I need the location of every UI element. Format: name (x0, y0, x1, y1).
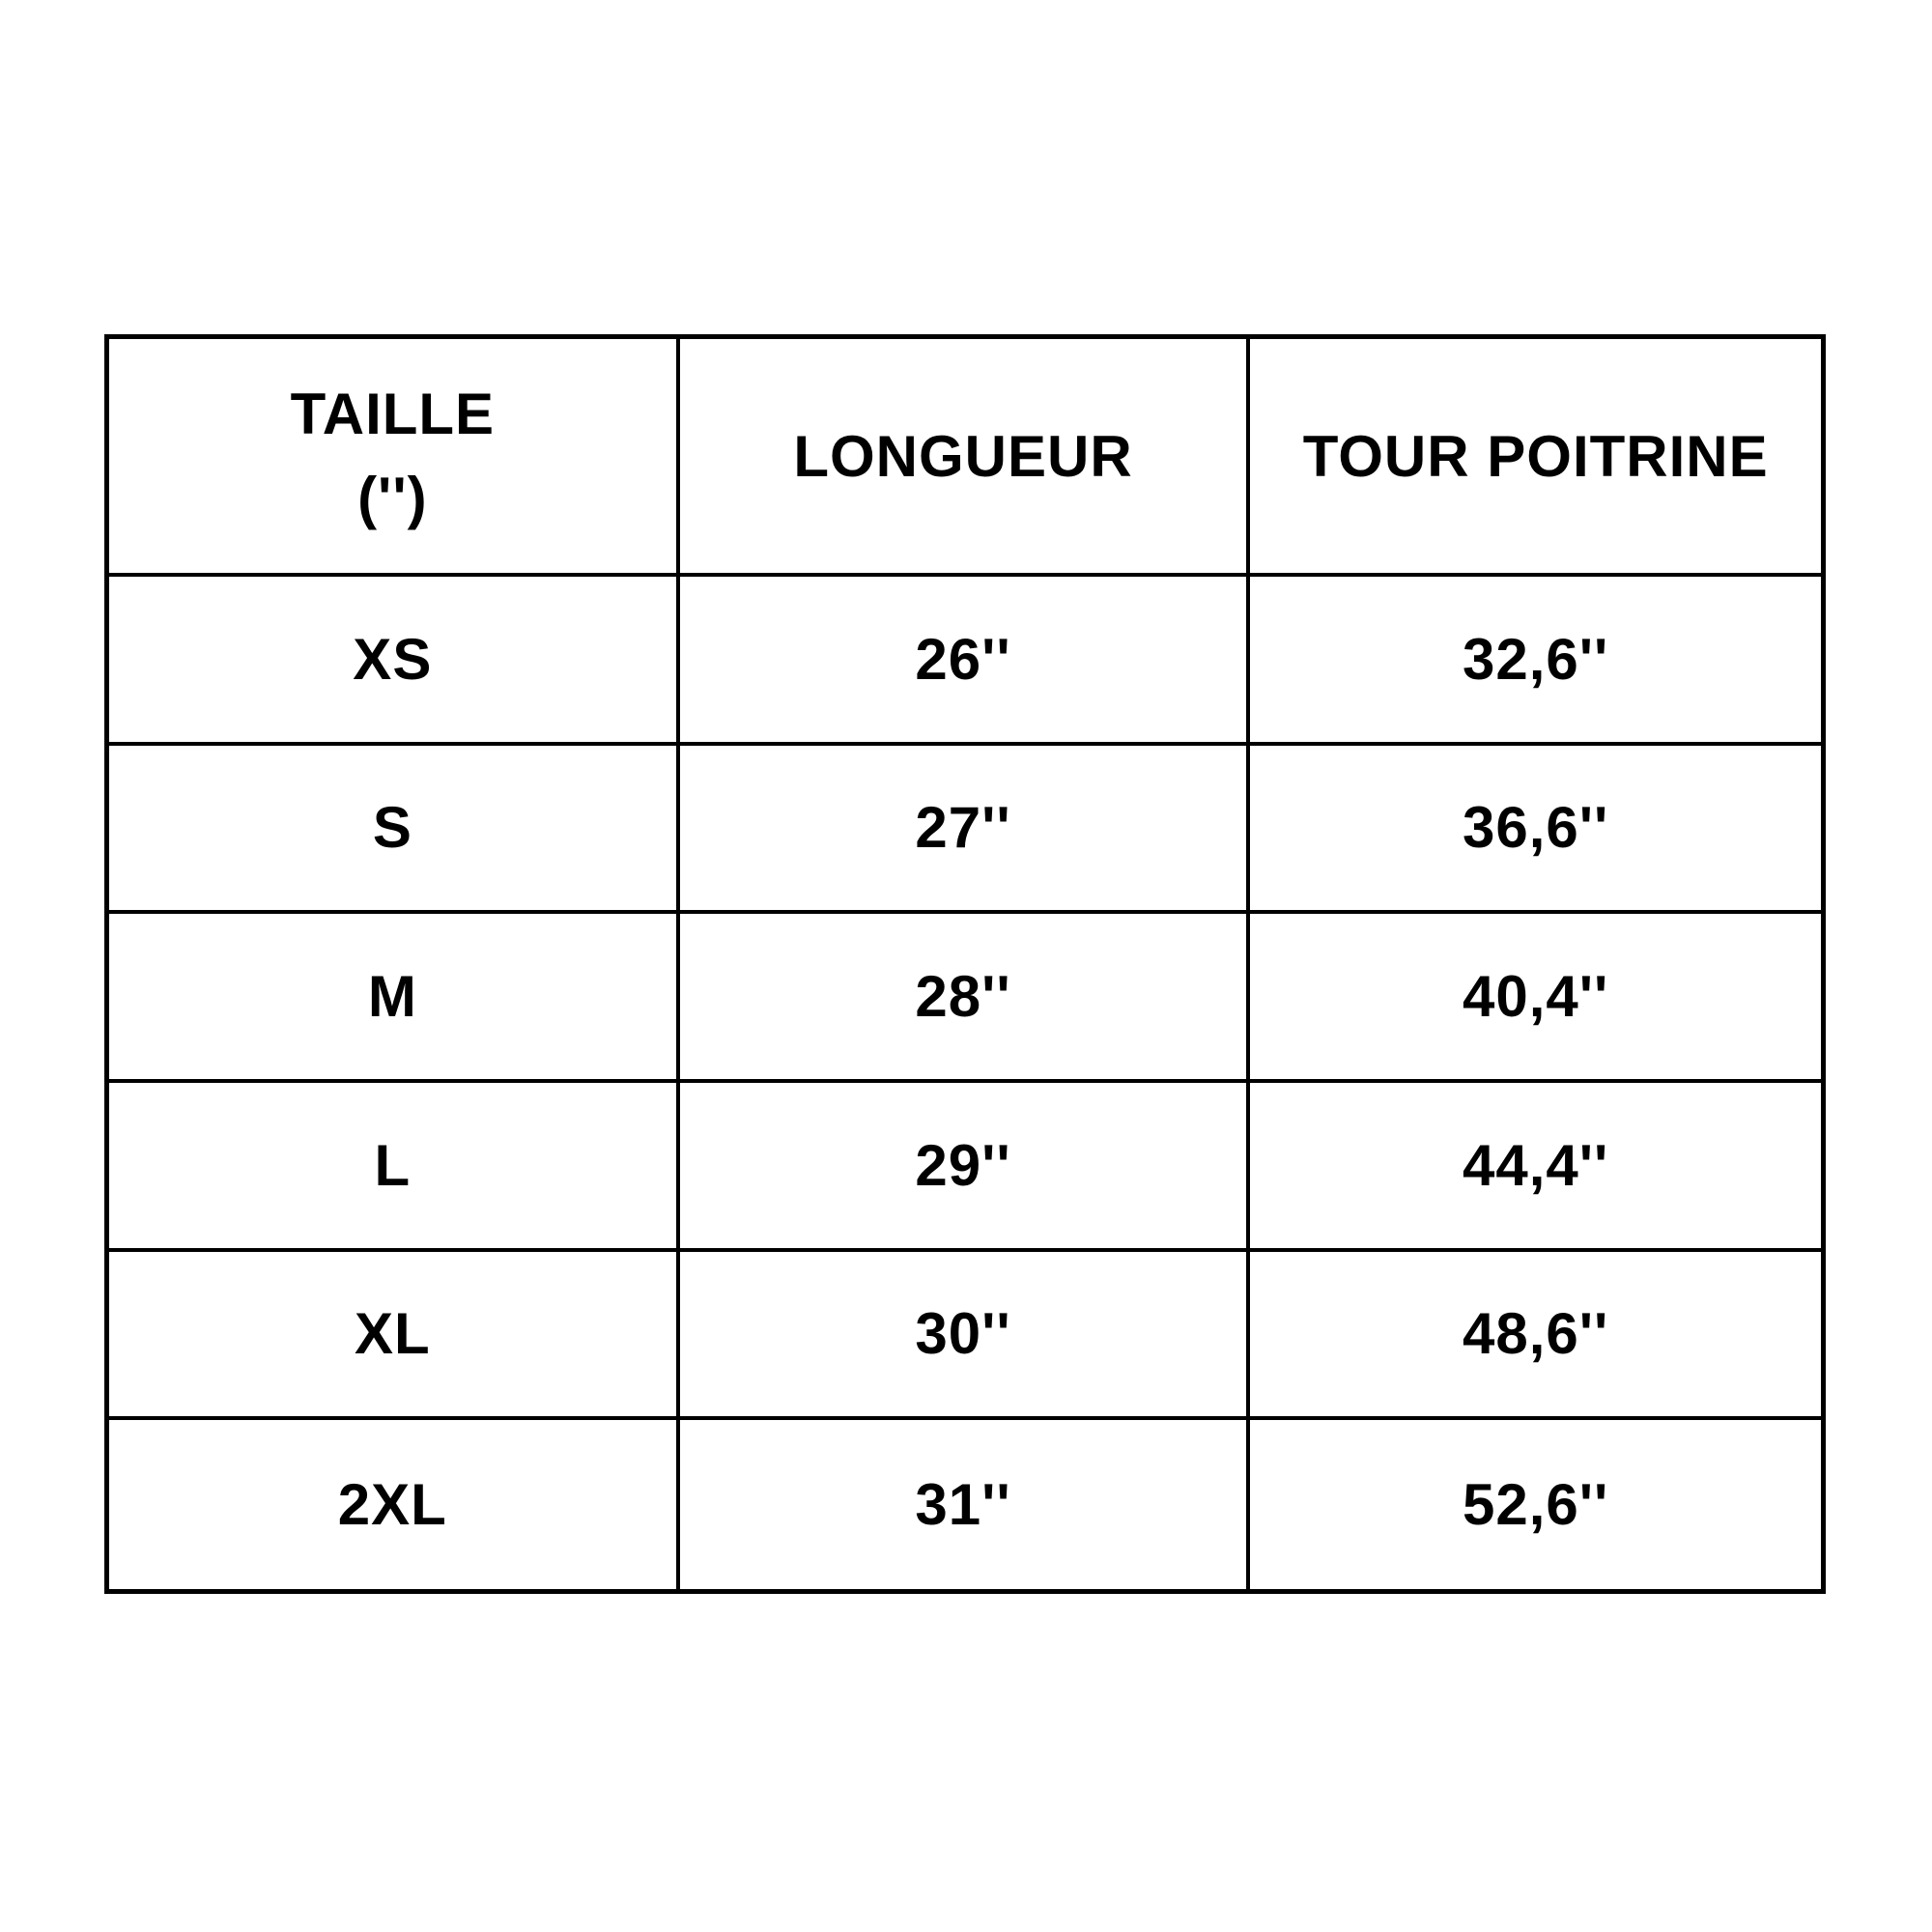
cell-size-xl: XL (109, 1252, 680, 1421)
cell-tour-poitrine-xs: 32,6'' (1250, 577, 1821, 746)
cell-longueur-m: 28'' (680, 914, 1251, 1083)
cell-longueur-2xl: 31'' (680, 1420, 1251, 1589)
cell-tour-poitrine-m: 40,4'' (1250, 914, 1821, 1083)
cell-tour-poitrine-s: 36,6'' (1250, 746, 1821, 915)
header-taille-label: TAILLE (290, 382, 496, 446)
cell-size-2xl: 2XL (109, 1420, 680, 1589)
cell-longueur-xl: 30'' (680, 1252, 1251, 1421)
cell-tour-poitrine-xl: 48,6'' (1250, 1252, 1821, 1421)
cell-size-s: S (109, 746, 680, 915)
size-chart-table (104, 334, 1826, 1594)
cell-size-xs: XS (109, 577, 680, 746)
header-cell-longueur: LONGUEUR (680, 339, 1251, 577)
cell-longueur-xs: 26'' (680, 577, 1251, 746)
cell-longueur-l: 29'' (680, 1083, 1251, 1252)
cell-longueur-s: 27'' (680, 746, 1251, 915)
cell-tour-poitrine-2xl: 52,6'' (1250, 1420, 1821, 1589)
header-taille-unit: ('') (357, 466, 428, 530)
cell-tour-poitrine-l: 44,4'' (1250, 1083, 1821, 1252)
cell-size-m: M (109, 914, 680, 1083)
header-cell-tour-poitrine: TOUR POITRINE (1250, 339, 1821, 577)
header-cell-taille (109, 339, 680, 577)
cell-size-l: L (109, 1083, 680, 1252)
